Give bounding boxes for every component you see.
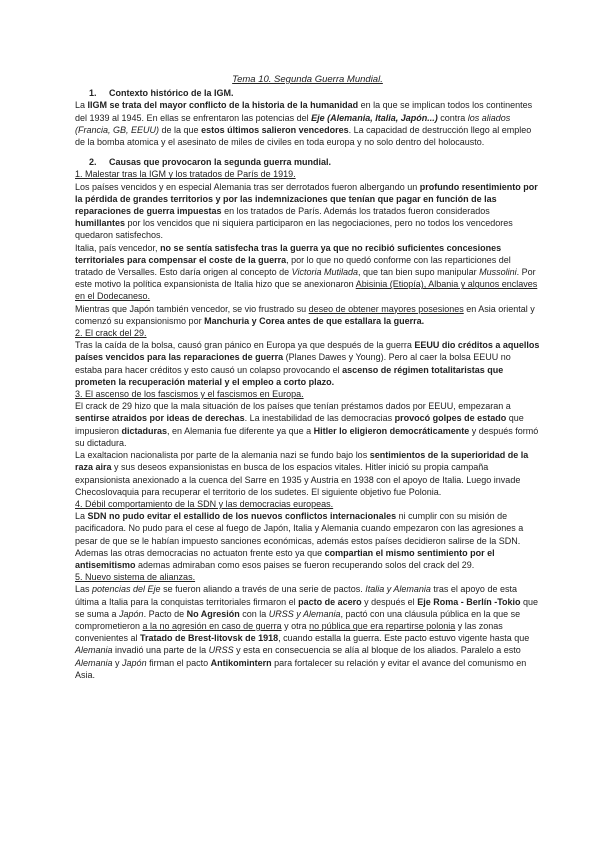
paragraph-1-3: Mientras que Japón también vencedor, se vio frustrado su deseo de obtener mayores posesiones en Asia oriental y comenzó su expansionismo por Manchuria y Corea antes de que estallara la guerra. — [75, 303, 535, 326]
paragraph-4-1: La SDN no pudo evitar el estallido de los nuevos conflictos internacionales ni cumplir con su misión de pacificadora. No pudo para el cese al fuego de Japón, Italia y Alemania cuando empezaron con las agresiones a pesar de que se le habían impuesto sanciones económicas, además estos países decidieron salirse de la SDN. — [75, 511, 524, 546]
section-1-paragraph: La IIGM se trata del mayor conflicto de la historia de la humanidad en la que se implican todos los continentes del 1939 al 1945. En ellas se enfrentaron las potencias del Eje (Alemania, Italia, Japón...) contra los aliados (Francia, GB, EEUU) de la que estos últimos salieron vencedores. La capacidad de destrucción llego al empleo de la bomba atomica y el asesinato de miles de civiles en toda europa y no solo dentro del holocausto. — [75, 100, 533, 148]
section-1-number: 1. — [89, 88, 97, 99]
paragraph-3-2: La exaltacion nacionalista por parte de la alemania nazi se fundo bajo los sentimientos de la superioridad de la raza aira y sus deseos expansionistas en busca de los espacios vitales. Hitler inició su propia campaña expansionista anexionado a la cuenca del Sarre en 1935 y Austria en 1938 con el apoyo de Italia. Luego invade Checoslovaquia para recuperar el territorio de los sudetes. El siguiente objetivo fue Polonia. — [75, 450, 529, 497]
subheading-1: 1. Malestar tras la IGM y los tratados de París de 1919. — [75, 169, 296, 180]
section-2-heading-text: Causas que provocaron la segunda guerra mundial. — [109, 157, 332, 168]
subheading-5: 5. Nuevo sistema de alianzas. — [75, 572, 196, 583]
paragraph-1-2: Italia, país vencedor, no se sentía satisfecha tras la guerra ya que no recibió suficientes concesiones territoriales para compensar el coste de la guerra, por lo que no quedó conforme con las reparticiones del tratado de Versalles. Esto daría origen al concepto de Victoria Mutilada, que tan bien supo manipular Mussolini. Por este motivo la política expansionista de Italia hizo que se anexionaron Abisinia (Etiopía), Albania y algunos enclaves en el Dodecaneso. — [75, 242, 538, 302]
section-1-heading — [75, 87, 540, 99]
document-title: Tema 10. Segunda Guerra Mundial. — [232, 74, 383, 85]
paragraph-4-2: Ademas las otras democracias no actuaton frente esto ya que compartian el mismo sentimiento por el antisemitismo ademas admiraban como esos paises se fueron recuperando solos del crack del 29. — [75, 547, 495, 570]
subheading-3: 3. El ascenso de los fascismos y el fascismos en Europa. — [75, 389, 304, 400]
paragraph-1-1: Los países vencidos y en especial Alemania tras ser derrotados fueron albergando un profundo resentimiento por la pérdida de grandes territorios y por las indemnizaciones que tenían que pagar en función de las reparaciones de guerra impuestas en los tratados de París. Además los tratados fueron considerados humillantes por los vencidos que ni siquiera participaron en las negociaciones, pero no todos los vencedores quedaron satisfechos. — [75, 181, 538, 241]
subheading-2: 2. El crack del 29. — [75, 328, 147, 339]
paragraph-3-1: El crack de 29 hizo que la mala situación de los países que tenían préstamos dados por EEUU, empezaran a sentirse atraidos por ideas de derechas. La inestabilidad de las democracias provocó golpes de estado que impusieron dictaduras, en Alemania fue diferente ya que a Hitler lo eligieron democráticamente y después formó su dictadura. — [75, 401, 539, 448]
paragraph-5-1: Las potencias del Eje se fueron aliando a través de una serie de pactos. Italia y Alemania tras el apoyo de esta última a Italia para la conquistas territoriales firmaron el pacto de acero y después el Eje Roma - Berlín -Tokio que se suma a Japón. Pacto de No Agresión con la URSS y Alemania, pactó con una cláusula pública en la que se comprometieron a la no agresión en caso de guerra y otra no pública que era repartirse polonia y las zonas convenientes al Tratado de Brest-litovsk de 1918, cuando estalla la guerra. Este pacto estuvo vigente hasta que Alemania invadió una parte de la URSS y esta en consecuencia se alía al bloque de los aliados. Paralelo a esto Alemania y Japón firman el pacto Antikomintern para fortalecer su relación y evitar el avance del comunismo en Asia. — [75, 584, 539, 680]
section-2-number: 2. — [89, 157, 97, 168]
paragraph-2-1: Tras la caída de la bolsa, causó gran pánico en Europa ya que después de la guerra EEUU dio créditos a aquellos países vencidos para las reparaciones de guerra (Planes Dawes y Young). Pero al caer la bolsa EEUU no estaba para hacer créditos y esto causó un colapso provocando el ascenso de régimen totalitaristas que prometen la recuperación material y el empleo a corto plazo. — [75, 340, 540, 387]
subheading-4: 4. Débil comportamiento de la SDN y las democracias europeas. — [75, 498, 334, 509]
section-2-heading — [75, 156, 540, 168]
section-1-heading-text: Contexto histórico de la IGM. — [109, 88, 234, 99]
